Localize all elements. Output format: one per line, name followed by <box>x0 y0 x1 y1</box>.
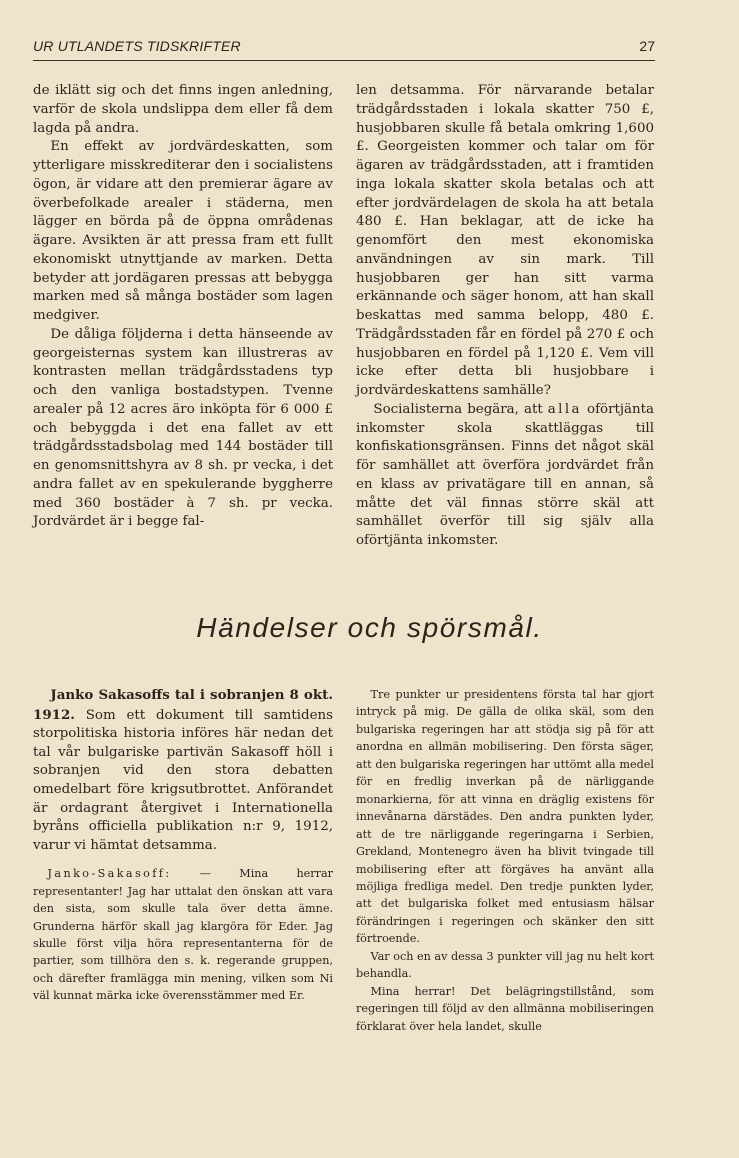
paragraph: Var och en av dessa 3 punkter vill jag nu helt kort behandla. <box>356 949 654 981</box>
page-number: 27 <box>639 38 655 54</box>
item-heading: Janko Sakasoffs tal i sobranjen 8 okt. 1912. <box>33 687 333 723</box>
running-header <box>33 38 655 61</box>
speaker-name: Janko-Sakasoff: <box>47 867 172 881</box>
news-column-left <box>33 686 333 1005</box>
news-column-right <box>356 686 654 1035</box>
item-intro: Som ett dokument till samtidens storpolitiska historia införes här nedan det tal vår bulgariske partivän Sakasoff höll i sobranjen vid den stora debatten omedelbart före krigsutbrottet. Anförandet är ordagrant återgivet i Internationella byråns officiella publikation n:r 9, 1912, varur vi hämtat detsamma. <box>33 707 333 853</box>
paragraph: len detsamma. För närvarande betalar trädgårdsstaden i lokala skatter 750 £, husjobbaren skulle få betala omkring 1,600 £. Georgeisten kommer och talar om för ägaren av trädgårdsstaden, att i framtiden inga lokala skatter skola betalas och att efter jordvärdelagen de skola ha att betala 480 £. Han beklagar, att de icke ha genomfört den mest ekonomiska användningen av sin mark. Till husjobbaren ger han sitt varma erkännande och säger honom, att han skall beskattas med samma belopp, 480 £. Trädgårdsstaden får en fördel på 270 £ och husjobbaren en fördel på 1,120 £. Vem vill icke efter detta bli husjobbare i jordvärdeskattens samhälle? <box>356 83 654 398</box>
paragraph: Mina herrar! Det belägringstillstånd, som regeringen till följd av den allmänna mobiliseringen förklarat över hela landet, skulle <box>356 984 654 1033</box>
text-run: oförtjänta inkomster skola skattläggas till konfiskationsgränsen. Finns det något skäl för samhället att överföra jordvärdet från en klass av privatägare till en annan, så måtte det väl finnas större skäl att samhället överför till sig själv alla oförtjänta inkomster. <box>356 401 654 548</box>
journal-title: UR UTLANDETS TIDSKRIFTER <box>33 38 241 54</box>
speech-paragraph <box>33 865 333 1004</box>
speech-text: — Mina herrar representanter! Jag har uttalat den önskan att vara den sista, som skulle tala över detta ämne. Grunderna härför skall jag klargöra för Eder. Jag skulle först vilja höra representanterna för de partier, som tillhöra den s. k. regerande gruppen, och därefter framlägga min mening, vilken som Ni väl kunnat märka icke överensstämmer med Er. <box>33 867 333 1003</box>
emphasized-word: alla <box>547 401 582 417</box>
paragraph: de iklätt sig och det finns ingen anledning, varför de skola undslippa dem eller få dem lagda på andra. <box>33 83 333 136</box>
section-title: Händelser och spörsmål. <box>196 612 543 643</box>
article-column-right <box>356 82 654 551</box>
article-column-left <box>33 82 333 532</box>
paragraph: En effekt av jordvärdeskatten, som ytterligare misskrediterar den i socialistens ögon, är vidare att den premierar ägare av överbefolkade arealer i städerna, men lägger en börda på de öppna områdenas ägare. Avsikten är att pressa fram ett fullt ekonomiskt utnyttjande av marken. Detta betyder att jordägaren pressas att bebygga marken med så många bostäder som lagen medgiver. <box>33 139 333 323</box>
paragraph: De dåliga följderna i detta hänseende av georgeisternas system kan illustreras av kontrasten mellan trädgårdsstadens typ och den vanliga bostadstypen. Tvenne arealer på 12 acres äro inköpta för 6 000 £ och bebyggda i det ena fallet av ett trädgårdsstadsbolag med 144 bostäder till en genomsnittshyra av 8 sh. pr vecka, i det andra fallet av en spekulerande byggherre med 360 bostäder à 7 sh. pr vecka. Jordvärdet är i begge fal- <box>33 326 333 530</box>
paragraph <box>33 686 333 855</box>
paragraph: Tre punkter ur presidentens första tal har gjort intryck på mig. De gälla de olika skäl, som den bulgariska regeringen har att stödja sig på för att anordna en allmän mobilisering. Den första säger, att den bulgariska regeringen har uttömt alla medel för en fredlig inverkan på de närliggande monarkierna, för att vinna en dräglig existens för innevånarna därstädes. Den andra punkten lyder, att de tre närliggande regeringarna i Serbien, Grekland, Montenegro även ha blivit tvingade till mobilisering efter att förgäves ha använt alla möjliga fredliga medel. Den tredje punkten lyder, att det bulgariska folket med entusiasm hälsar förändringen i regeringen och skänker den sitt förtroende. <box>356 688 654 946</box>
text-run: Socialisterna begära, att <box>373 401 548 417</box>
paragraph <box>356 401 654 551</box>
